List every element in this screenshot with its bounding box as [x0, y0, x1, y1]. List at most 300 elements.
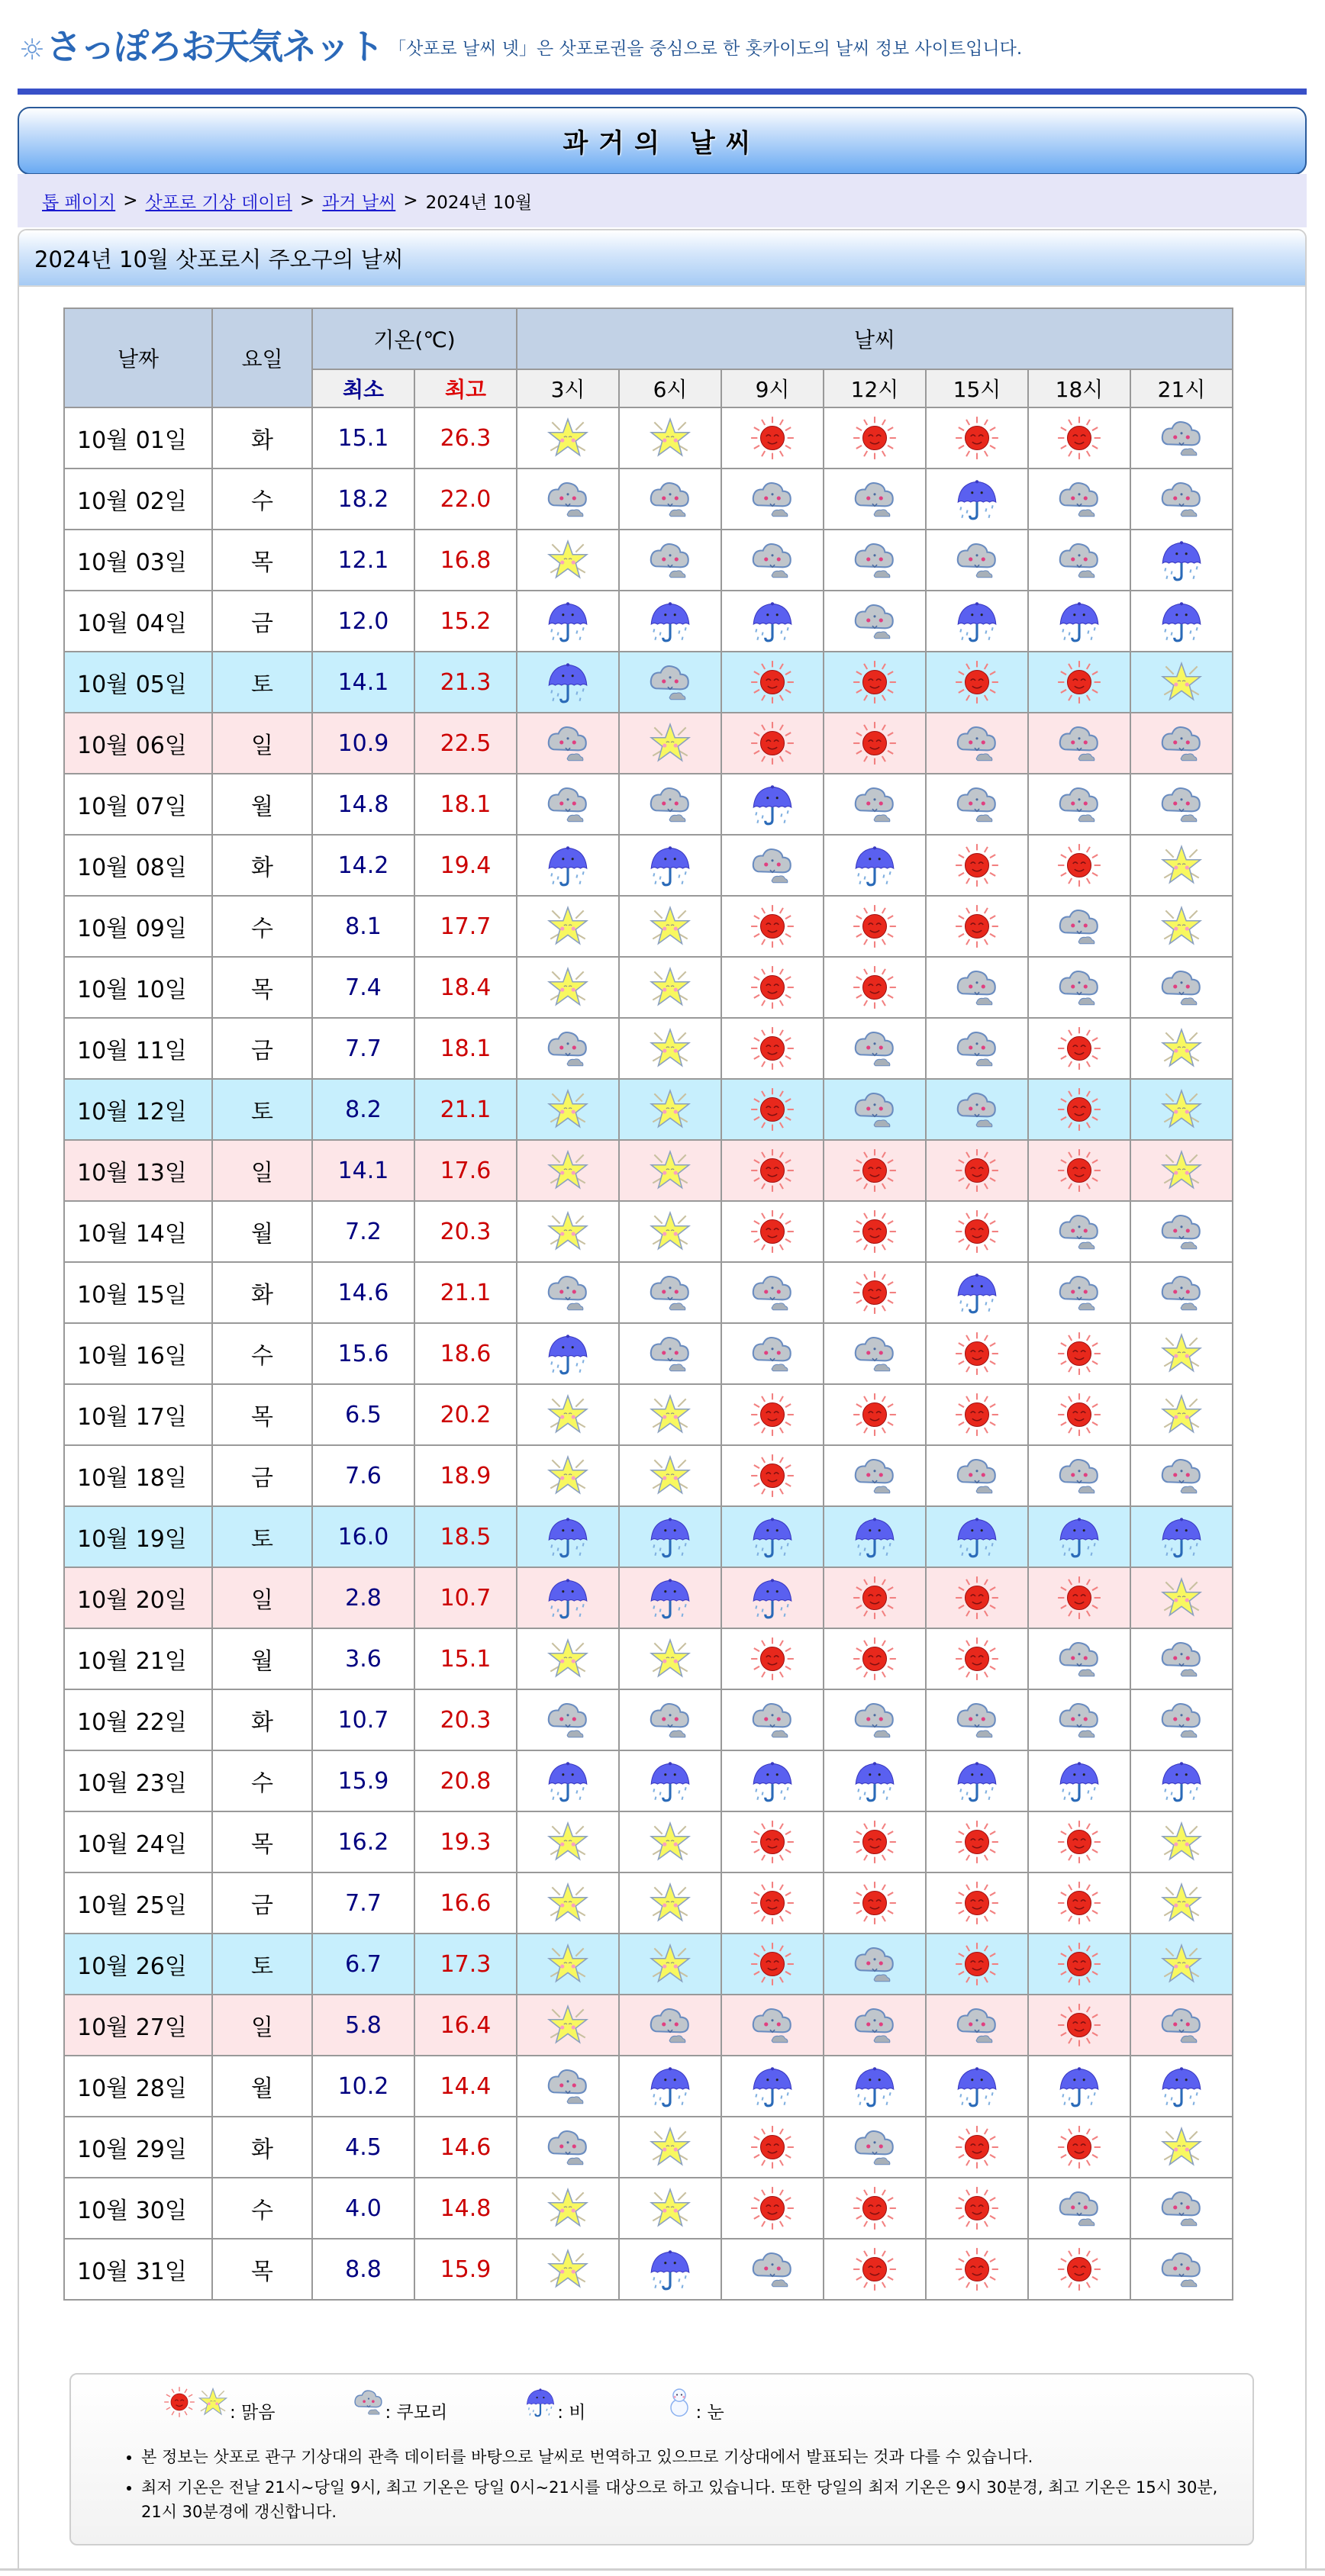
umbrella-icon	[517, 597, 618, 645]
date-cell: 10월 01일	[64, 407, 212, 469]
weather-cell	[1028, 2056, 1130, 2117]
star-icon	[620, 1879, 721, 1927]
weather-cell	[1130, 1689, 1233, 1750]
sun-icon	[722, 1208, 823, 1255]
cloud-icon	[620, 1696, 721, 1744]
umbrella-icon	[1029, 2062, 1130, 2110]
umbrella-icon	[927, 1757, 1027, 1805]
cloud-icon	[824, 1330, 925, 1377]
weather-cell	[517, 1506, 619, 1567]
weather-cell	[926, 1262, 1028, 1323]
weather-cell	[1130, 713, 1233, 774]
date-cell: 10월 24일	[64, 1811, 212, 1872]
weather-cell	[619, 1750, 721, 1811]
cloud-icon	[824, 2124, 925, 2171]
star-icon	[620, 720, 721, 767]
max-temp-cell: 16.6	[414, 1872, 517, 1934]
star-icon	[196, 2385, 230, 2423]
star-icon	[517, 903, 618, 950]
weather-cell	[926, 774, 1028, 835]
date-cell: 10월 12일	[64, 1079, 212, 1140]
table-row	[64, 1689, 1233, 1750]
weather-cell	[824, 1018, 926, 1079]
dow-cell: 월	[212, 1628, 312, 1689]
dow-cell: 월	[212, 2056, 312, 2117]
sun-icon	[824, 414, 925, 462]
weather-cell	[1130, 1811, 1233, 1872]
cloud-icon	[1131, 2246, 1232, 2293]
weather-cell	[1028, 1750, 1130, 1811]
weather-cell	[1130, 774, 1233, 835]
umbrella-icon	[722, 781, 823, 828]
weather-cell	[926, 1934, 1028, 1995]
weather-cell	[1130, 1018, 1233, 1079]
cloud-icon	[517, 781, 618, 828]
weather-cell	[619, 1384, 721, 1445]
star-icon	[517, 1635, 618, 1682]
min-temp-cell: 10.2	[312, 2056, 414, 2117]
weather-cell	[721, 2056, 824, 2117]
cloud-icon	[927, 536, 1027, 584]
weather-cell	[721, 1995, 824, 2056]
weather-cell	[824, 2117, 926, 2178]
table-row	[64, 1445, 1233, 1506]
legend-icons	[163, 2385, 801, 2423]
min-temp-cell: 10.7	[312, 1689, 414, 1750]
weather-cell	[824, 835, 926, 896]
weather-cell	[517, 591, 619, 652]
weather-cell	[1028, 1079, 1130, 1140]
dow-cell: 목	[212, 957, 312, 1018]
header-hour: 18시	[1028, 369, 1130, 407]
date-cell: 10월 22일	[64, 1689, 212, 1750]
legend-label: : 비	[557, 2403, 586, 2423]
weather-cell	[824, 407, 926, 469]
star-icon	[1131, 1879, 1232, 1927]
cloud-icon	[1029, 1696, 1130, 1744]
min-temp-cell: 4.5	[312, 2117, 414, 2178]
min-temp-cell: 8.1	[312, 896, 414, 957]
legend-item	[662, 2385, 724, 2423]
star-icon	[517, 1818, 618, 1866]
min-temp-cell: 14.1	[312, 652, 414, 713]
weather-cell	[619, 2117, 721, 2178]
weather-cell	[1130, 1750, 1233, 1811]
sun-icon	[722, 2185, 823, 2232]
weather-cell	[619, 1262, 721, 1323]
header-hour: 6시	[619, 369, 721, 407]
cloud-icon	[1131, 2185, 1232, 2232]
weather-cell	[721, 469, 824, 530]
cloud-icon	[1029, 781, 1130, 828]
weather-cell	[824, 530, 926, 591]
min-temp-cell: 3.6	[312, 1628, 414, 1689]
weather-cell	[619, 652, 721, 713]
sun-icon	[1029, 1879, 1130, 1927]
table-row	[64, 469, 1233, 530]
date-cell: 10월 30일	[64, 2178, 212, 2239]
weather-cell	[824, 1140, 926, 1201]
star-icon	[517, 1391, 618, 1438]
sun-icon	[722, 1940, 823, 1988]
min-temp-cell: 15.9	[312, 1750, 414, 1811]
weather-cell	[926, 1872, 1028, 1934]
umbrella-icon	[620, 842, 721, 889]
dow-cell: 일	[212, 1567, 312, 1628]
breadcrumb-separator: >	[123, 191, 138, 211]
cloud-icon	[824, 2001, 925, 2049]
star-icon	[1131, 1940, 1232, 1988]
weather-cell	[517, 1872, 619, 1934]
weather-cell	[517, 2178, 619, 2239]
cloud-icon	[1029, 1269, 1130, 1316]
umbrella-icon	[1131, 1513, 1232, 1560]
weather-cell	[1130, 1323, 1233, 1384]
weather-cell	[824, 1872, 926, 1934]
table-row	[64, 2056, 1233, 2117]
weather-cell	[1130, 2056, 1233, 2117]
cloud-icon	[927, 781, 1027, 828]
dow-cell: 목	[212, 530, 312, 591]
weather-cell	[721, 2239, 824, 2300]
min-temp-cell: 10.9	[312, 713, 414, 774]
cloud-icon	[927, 1086, 1027, 1133]
weather-cell	[1028, 652, 1130, 713]
weather-cell	[1130, 1140, 1233, 1201]
star-icon	[517, 2246, 618, 2293]
weather-cell	[517, 2056, 619, 2117]
weather-cell	[517, 652, 619, 713]
sun-icon	[927, 1330, 1027, 1377]
min-temp-cell: 5.8	[312, 1995, 414, 2056]
breadcrumb-link-weather-data[interactable]: 삿포로 기상 데이터	[145, 192, 292, 213]
weather-cell	[619, 835, 721, 896]
weather-cell	[1028, 530, 1130, 591]
sun-icon	[722, 1391, 823, 1438]
star-icon	[620, 1208, 721, 1255]
min-temp-cell: 7.7	[312, 1018, 414, 1079]
dow-cell: 일	[212, 713, 312, 774]
weather-cell	[721, 1872, 824, 1934]
weather-cell	[926, 652, 1028, 713]
umbrella-icon	[722, 1513, 823, 1560]
star-icon	[517, 1086, 618, 1133]
weather-cell	[1130, 1995, 1233, 2056]
weather-cell	[1028, 835, 1130, 896]
header-weather: 날씨	[517, 308, 1233, 369]
cloud-icon	[824, 781, 925, 828]
cloud-icon	[517, 1696, 618, 1744]
weather-cell	[721, 957, 824, 1018]
weather-cell	[517, 1384, 619, 1445]
weather-cell	[619, 774, 721, 835]
cloud-icon	[1131, 2001, 1232, 2049]
table-row	[64, 2117, 1233, 2178]
logo-text: さっぽろお天気ネット	[47, 26, 383, 67]
star-icon	[620, 903, 721, 950]
cloud-icon	[722, 2246, 823, 2293]
weather-cell	[721, 407, 824, 469]
date-cell: 10월 26일	[64, 1934, 212, 1995]
weather-cell	[1028, 407, 1130, 469]
dow-cell: 수	[212, 1750, 312, 1811]
weather-cell	[721, 774, 824, 835]
cloud-icon	[1131, 1208, 1232, 1255]
table-row	[64, 530, 1233, 591]
weather-cell	[517, 896, 619, 957]
sun-icon	[927, 1635, 1027, 1682]
star-icon	[620, 1452, 721, 1499]
umbrella-icon	[517, 1574, 618, 1621]
star-icon	[1131, 1025, 1232, 1072]
weather-cell	[619, 1506, 721, 1567]
cloud-icon	[824, 1025, 925, 1072]
weather-cell	[1028, 713, 1130, 774]
sun-icon	[722, 964, 823, 1011]
star-icon	[517, 1208, 618, 1255]
star-icon	[517, 414, 618, 462]
table-row	[64, 591, 1233, 652]
weather-cell	[619, 2239, 721, 2300]
umbrella-icon	[1131, 597, 1232, 645]
breadcrumb-link-past-weather[interactable]: 과거 날씨	[322, 192, 396, 213]
dow-cell: 토	[212, 1079, 312, 1140]
max-temp-cell: 15.9	[414, 2239, 517, 2300]
star-icon	[620, 1025, 721, 1072]
breadcrumb-link-top[interactable]: 톱 페이지	[42, 192, 116, 213]
umbrella-icon	[620, 1513, 721, 1560]
sun-icon	[722, 2124, 823, 2171]
weather-cell	[1028, 1201, 1130, 1262]
weather-cell	[1130, 1872, 1233, 1934]
header-hour: 9시	[721, 369, 824, 407]
weather-cell	[926, 1567, 1028, 1628]
weather-cell	[926, 1628, 1028, 1689]
date-cell: 10월 15일	[64, 1262, 212, 1323]
weather-cell	[721, 1201, 824, 1262]
cloud-icon	[1131, 1452, 1232, 1499]
weather-cell	[721, 1628, 824, 1689]
footer-divider	[0, 2568, 1325, 2571]
weather-cell	[619, 1811, 721, 1872]
weather-cell	[926, 469, 1028, 530]
sun-icon	[722, 1086, 823, 1133]
cloud-icon	[927, 964, 1027, 1011]
weather-cell	[926, 1689, 1028, 1750]
sun-icon	[1029, 2246, 1130, 2293]
legend-label: : 맑음	[230, 2403, 276, 2423]
cloud-icon	[927, 1025, 1027, 1072]
dow-cell: 일	[212, 1140, 312, 1201]
weather-cell	[926, 1018, 1028, 1079]
star-icon	[1131, 1147, 1232, 1194]
star-icon	[620, 2185, 721, 2232]
sun-icon	[824, 903, 925, 950]
weather-cell	[926, 1750, 1028, 1811]
cloud-icon	[927, 1452, 1027, 1499]
cloud-icon	[722, 842, 823, 889]
weather-cell	[721, 835, 824, 896]
weather-cell	[517, 1445, 619, 1506]
weather-cell	[1028, 1262, 1130, 1323]
dow-cell: 금	[212, 1872, 312, 1934]
cloud-icon	[517, 1269, 618, 1316]
weather-cell	[926, 835, 1028, 896]
sun-icon	[1029, 658, 1130, 706]
header-hour: 15시	[926, 369, 1028, 407]
max-temp-cell: 20.3	[414, 1201, 517, 1262]
min-temp-cell: 7.7	[312, 1872, 414, 1934]
table-row	[64, 1934, 1233, 1995]
max-temp-cell: 21.1	[414, 1079, 517, 1140]
sun-icon	[722, 1635, 823, 1682]
weather-cell	[824, 713, 926, 774]
weather-cell	[1130, 957, 1233, 1018]
cloud-icon	[620, 2001, 721, 2049]
dow-cell: 화	[212, 1262, 312, 1323]
weather-cell	[721, 1811, 824, 1872]
weather-cell	[926, 1140, 1028, 1201]
sun-icon	[722, 414, 823, 462]
note-item: • 최저 기온은 전날 21시~당일 9시, 최고 기온은 당일 0시~21시를 대상으로 하고 있습니다. 또한 당일의 최저 기온은 9시 30분경, 최고 기온은 15시 30분, 21시 30분경에 갱신합니다.	[141, 2475, 1225, 2524]
sun-icon	[1029, 2001, 1130, 2049]
weather-cell	[1130, 469, 1233, 530]
dow-cell: 토	[212, 1506, 312, 1567]
max-temp-cell: 15.2	[414, 591, 517, 652]
cloud-icon	[620, 475, 721, 523]
umbrella-icon	[824, 1513, 925, 1560]
weather-cell	[517, 1323, 619, 1384]
min-temp-cell: 15.6	[312, 1323, 414, 1384]
weather-cell	[824, 1323, 926, 1384]
sun-icon	[927, 1208, 1027, 1255]
weather-cell	[619, 1445, 721, 1506]
umbrella-icon	[1029, 1757, 1130, 1805]
umbrella-icon	[1029, 1513, 1130, 1560]
sun-icon	[927, 903, 1027, 950]
weather-cell	[824, 1201, 926, 1262]
weather-cell	[517, 713, 619, 774]
max-temp-cell: 18.6	[414, 1323, 517, 1384]
weather-cell	[619, 713, 721, 774]
weather-cell	[1130, 1567, 1233, 1628]
cloud-icon	[824, 475, 925, 523]
cloud-icon	[824, 1086, 925, 1133]
weather-cell	[721, 1445, 824, 1506]
weather-cell	[1028, 1995, 1130, 2056]
weather-cell	[926, 713, 1028, 774]
dow-cell: 수	[212, 469, 312, 530]
weather-cell	[721, 1506, 824, 1567]
cloud-icon	[517, 475, 618, 523]
weather-cell	[824, 1628, 926, 1689]
weather-cell	[619, 407, 721, 469]
sun-icon	[1029, 1574, 1130, 1621]
sun-icon	[722, 658, 823, 706]
weather-cell	[1130, 1201, 1233, 1262]
dow-cell: 월	[212, 774, 312, 835]
dow-cell: 금	[212, 1445, 312, 1506]
sun-icon	[927, 1147, 1027, 1194]
star-icon	[517, 2001, 618, 2049]
table-row	[64, 1384, 1233, 1445]
table-row	[64, 1262, 1233, 1323]
weather-cell	[1028, 469, 1130, 530]
table-row	[64, 1140, 1233, 1201]
weather-cell	[517, 1079, 619, 1140]
site-logo[interactable]	[19, 26, 1023, 67]
sun-icon	[927, 414, 1027, 462]
weather-cell	[824, 2239, 926, 2300]
star-icon	[517, 1147, 618, 1194]
header-hour: 3시	[517, 369, 619, 407]
table-row	[64, 713, 1233, 774]
date-cell: 10월 06일	[64, 713, 212, 774]
umbrella-icon	[722, 1574, 823, 1621]
sun-icon	[824, 1635, 925, 1682]
weather-cell	[721, 1140, 824, 1201]
weather-cell	[517, 1201, 619, 1262]
max-temp-cell: 20.8	[414, 1750, 517, 1811]
weather-cell	[619, 2056, 721, 2117]
weather-cell	[721, 1262, 824, 1323]
legend-box	[69, 2373, 1254, 2545]
weather-cell	[721, 1079, 824, 1140]
table-row	[64, 652, 1233, 713]
sun-logo-icon: ☼	[19, 33, 46, 66]
sun-icon	[824, 1147, 925, 1194]
umbrella-icon	[824, 842, 925, 889]
header-max: 최고	[414, 369, 517, 407]
weather-cell	[619, 1995, 721, 2056]
weather-panel	[18, 229, 1307, 2571]
dow-cell: 금	[212, 591, 312, 652]
weather-cell	[721, 1567, 824, 1628]
star-icon	[1131, 1391, 1232, 1438]
sun-icon	[722, 720, 823, 767]
sun-icon	[824, 1269, 925, 1316]
cloud-icon	[517, 2062, 618, 2110]
dow-cell: 목	[212, 2239, 312, 2300]
weather-cell	[824, 896, 926, 957]
weather-cell	[824, 2178, 926, 2239]
sun-icon	[1029, 1147, 1130, 1194]
star-icon	[517, 1879, 618, 1927]
breadcrumb	[18, 174, 1307, 227]
weather-cell	[721, 1934, 824, 1995]
sun-icon	[824, 964, 925, 1011]
table-row	[64, 1323, 1233, 1384]
breadcrumb-separator: >	[403, 191, 418, 211]
sun-icon	[722, 1879, 823, 1927]
weather-cell	[1130, 530, 1233, 591]
star-icon	[1131, 903, 1232, 950]
dow-cell: 화	[212, 2117, 312, 2178]
weather-cell	[1130, 1384, 1233, 1445]
sun-icon	[824, 2185, 925, 2232]
weather-cell	[721, 530, 824, 591]
weather-cell	[619, 469, 721, 530]
umbrella-icon	[1131, 536, 1232, 584]
weather-cell	[1028, 1872, 1130, 1934]
weather-cell	[1028, 2117, 1130, 2178]
max-temp-cell: 18.1	[414, 774, 517, 835]
legend-item	[352, 2385, 448, 2423]
min-temp-cell: 8.8	[312, 2239, 414, 2300]
star-icon	[517, 536, 618, 584]
weather-cell	[517, 1750, 619, 1811]
min-temp-cell: 2.8	[312, 1567, 414, 1628]
